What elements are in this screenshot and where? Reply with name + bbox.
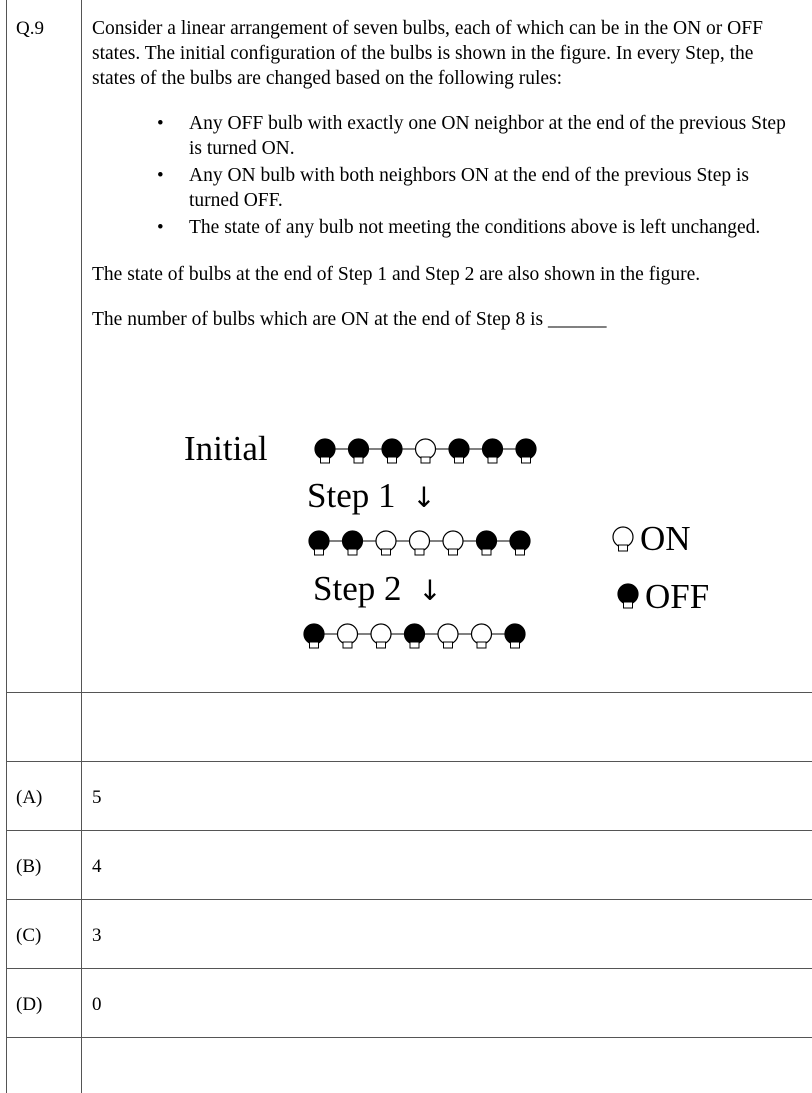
initial-bulb-1-off xyxy=(315,439,335,463)
row-divider xyxy=(6,899,812,900)
down-arrow-icon: ↓ xyxy=(418,574,442,607)
rule-item: • Any ON bulb with both neighbors ON at the end of the previous Step is turned OFF. xyxy=(189,163,800,213)
initial-bulb-6-off xyxy=(483,439,503,463)
step1-bulb-5-on xyxy=(443,531,463,555)
row-divider xyxy=(6,830,812,831)
initial-bulb-5-off xyxy=(449,439,469,463)
initial-bulb-2-off xyxy=(349,439,369,463)
option-b-label: (B) xyxy=(16,856,42,877)
row-divider xyxy=(6,1037,812,1038)
row-divider xyxy=(6,692,812,693)
option-d-label: (D) xyxy=(16,994,43,1015)
step1-bulb-1-off xyxy=(309,531,329,555)
rules-list xyxy=(92,111,800,240)
question-number: Q.9 xyxy=(16,18,44,39)
option-c-label: (C) xyxy=(16,925,42,946)
step2-bulb-7-off xyxy=(505,624,525,648)
initial-bulb-4-on xyxy=(416,439,436,463)
option-c-value: 3 xyxy=(92,925,102,946)
initial-bulb-3-off xyxy=(382,439,402,463)
row-divider xyxy=(6,968,812,969)
question-statement: The state of bulbs at the end of Step 1 and Step 2 are also shown in the figure. xyxy=(92,264,701,285)
step1-text: Step 1 xyxy=(307,476,396,515)
step2-label xyxy=(313,571,442,606)
step1-bulb-7-off xyxy=(510,531,530,555)
step1-bulb-6-off xyxy=(477,531,497,555)
legend-on-label: ON xyxy=(640,519,691,558)
step1-bulb-2-off xyxy=(343,531,363,555)
rule-item: • The state of any bulb not meeting the conditions above is left unchanged. xyxy=(189,215,800,240)
question-text xyxy=(92,16,800,332)
question-ask: The number of bulbs which are ON at the end of Step 8 is ______ xyxy=(92,309,607,330)
step1-label xyxy=(307,478,436,513)
option-d-value: 0 xyxy=(92,994,102,1015)
step1-bulb-4-on xyxy=(410,531,430,555)
row-divider xyxy=(6,761,812,762)
step2-bulb-4-off xyxy=(405,624,425,648)
step1-bulb-3-on xyxy=(376,531,396,555)
legend-off-label: OFF xyxy=(645,577,710,616)
option-b-value: 4 xyxy=(92,856,102,877)
initial-bulb-7-off xyxy=(516,439,536,463)
rule-item: • Any OFF bulb with exactly one ON neighbor at the end of the previous Step is turned ON. xyxy=(189,111,800,161)
step2-bulb-5-on xyxy=(438,624,458,648)
option-a-label: (A) xyxy=(16,787,43,808)
question-intro: Consider a linear arrangement of seven bulbs, each of which can be in the ON or OFF states. The initial configuration of the bulbs is shown in the figure. In every Step, the states of the bulbs are changed based on the following rules: xyxy=(92,18,763,89)
step2-bulb-1-off xyxy=(304,624,324,648)
step2-bulb-2-on xyxy=(338,624,358,648)
legend-on-bulb-icon xyxy=(613,527,633,551)
column-divider xyxy=(81,0,82,1093)
step2-bulb-6-on xyxy=(472,624,492,648)
option-a-value: 5 xyxy=(92,787,102,808)
down-arrow-icon: ↓ xyxy=(412,481,436,514)
legend-off-bulb-icon xyxy=(618,584,638,608)
initial-label: Initial xyxy=(184,429,268,468)
step2-text: Step 2 xyxy=(313,569,402,608)
step2-bulb-3-on xyxy=(371,624,391,648)
left-border xyxy=(6,0,7,1093)
